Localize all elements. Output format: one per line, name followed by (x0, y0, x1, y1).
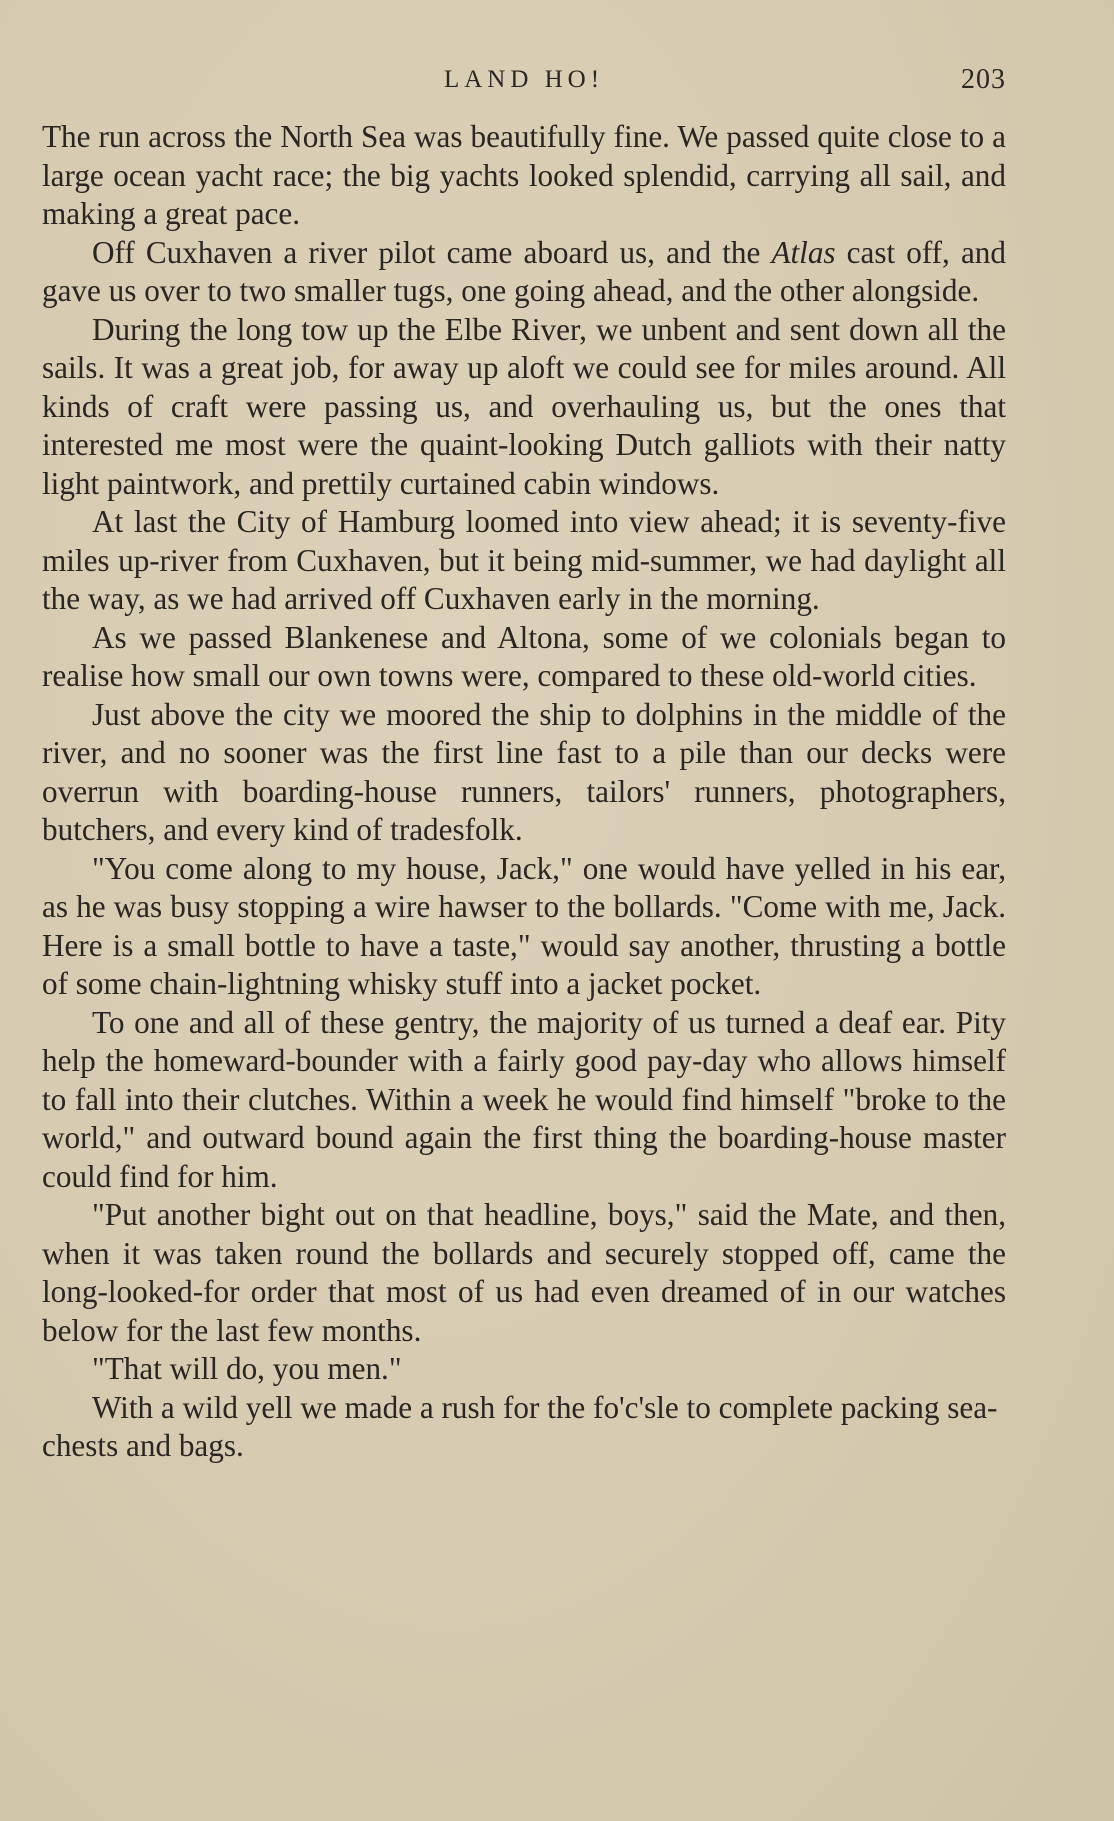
paragraph-4: At last the City of Hamburg loomed into view ahead; it is seventy-five miles up-river from Cuxhaven, but it being mid-summer, we had daylight all the way, as we had arrived off Cuxhaven early in the morning. (42, 504, 1006, 616)
running-head (42, 62, 1006, 102)
paragraph-10: "That will do, you men." (92, 1351, 402, 1386)
paragraph-1: The run across the North Sea was beautifully fine. We passed quite close to a large ocean yacht race; the big yachts looked splendid, carrying all sail, and making a great pace. (42, 119, 1006, 231)
running-title: LAND HO! (443, 66, 605, 93)
paragraph-9: "Put another bight out on that headline, boys," said the Mate, and then, when it was taken round the bollards and securely stopped off, came the long-looked-for order that most of us had even dreamed of in our watches below for the last few months. (42, 1197, 1006, 1348)
paragraph-7: "You come along to my house, Jack," one would have yelled in his ear, as he was busy stopping a wire hawser to the bollards. "Come with me, Jack. Here is a small bottle to have a taste," would say another, thrusting a bottle of some chain-lightning whisky stuff into a jacket pocket. (42, 850, 1006, 1001)
page-number: 203 (961, 64, 1006, 95)
ship-name: Atlas (771, 234, 836, 270)
paragraph-11: With a wild yell we made a rush for the fo'c'sle to complete packing sea-chests and bags. (42, 1389, 998, 1463)
body-text (42, 118, 1006, 1466)
paragraph-5: As we passed Blankenese and Altona, some of we colonials began to realise how small our own towns were, compared to these old-world cities. (42, 619, 1006, 693)
paragraph-8: To one and all of these gentry, the majority of us turned a deaf ear. Pity help the homeward-bounder with a fairly good pay-day who allows himself to fall into their clutches. Within a week he would find himself "broke to the world," and outward bound again the first thing the boarding-house master could find for him. (42, 1004, 1006, 1194)
paragraph-3: During the long tow up the Elbe River, we unbent and sent down all the sails. It was a great job, for away up aloft we could see for miles around. All kinds of craft were passing us, and overhauling us, but the ones that interested me most were the quaint-looking Dutch galliots with their natty light paintwork, and prettily curtained cabin windows. (42, 311, 1006, 501)
paragraph-6: Just above the city we moored the ship to dolphins in the middle of the river, and no sooner was the first line fast to a pile than our decks were overrun with boarding-house runners, tailors' runners, photographers, butchers, and every kind of tradesfolk. (42, 696, 1006, 847)
paragraph-2: Off Cuxhaven a river pilot came aboard us, and the Atlas cast off, and gave us over to two smaller tugs, one going ahead, and the other alongside. (42, 234, 1006, 308)
